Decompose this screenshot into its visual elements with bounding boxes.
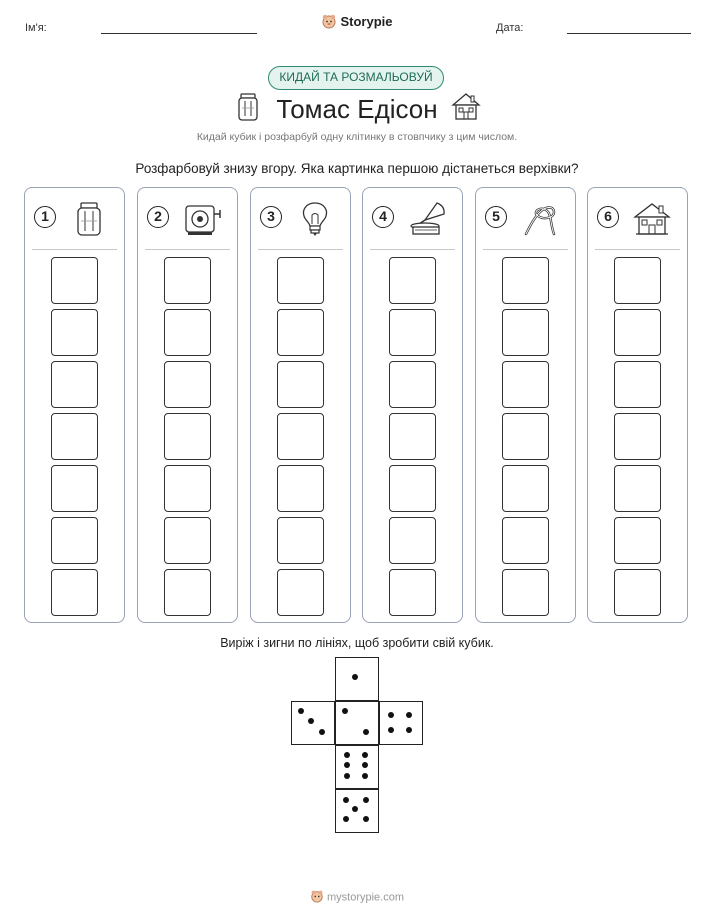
die-face-6[interactable] (335, 745, 379, 789)
pip (406, 727, 412, 733)
color-cell[interactable] (614, 569, 661, 616)
jar-battery-icon (69, 200, 109, 238)
pip (342, 708, 348, 714)
color-cell[interactable] (389, 361, 436, 408)
color-cell[interactable] (614, 517, 661, 564)
color-cell[interactable] (502, 517, 549, 564)
color-cell[interactable] (389, 413, 436, 460)
color-cell[interactable] (389, 257, 436, 304)
color-cell[interactable] (277, 517, 324, 564)
column-divider (145, 249, 230, 250)
pip (343, 797, 349, 803)
pip (406, 712, 412, 718)
color-cell[interactable] (277, 309, 324, 356)
color-cell[interactable] (51, 517, 98, 564)
date-label: Дата: (496, 22, 524, 34)
column-1 (24, 187, 125, 623)
color-cell[interactable] (164, 361, 211, 408)
name-line[interactable] (101, 33, 257, 34)
pip (363, 729, 369, 735)
color-cell[interactable] (389, 309, 436, 356)
color-cell[interactable] (389, 465, 436, 512)
column-5 (475, 187, 576, 623)
color-cell[interactable] (51, 465, 98, 512)
column-number: 4 (372, 206, 394, 228)
cut-instruction: Виріж і зигни по лініях, щоб зробити свій кубик. (220, 636, 494, 650)
color-cell[interactable] (614, 465, 661, 512)
color-cell[interactable] (502, 257, 549, 304)
color-cell[interactable] (51, 413, 98, 460)
die-face-2[interactable] (335, 701, 379, 745)
color-cell[interactable] (51, 257, 98, 304)
house-icon (632, 200, 672, 238)
activity-badge: КИДАЙ ТА РОЗМАЛЬОВУЙ (268, 66, 444, 90)
gramophone-icon (407, 200, 447, 238)
storypie-mascot-icon (310, 889, 324, 906)
color-cell[interactable] (614, 413, 661, 460)
pip (344, 762, 350, 768)
pip (343, 816, 349, 822)
column-3 (250, 187, 351, 623)
color-cell[interactable] (277, 465, 324, 512)
column-divider (258, 249, 343, 250)
pip (388, 712, 394, 718)
column-6 (587, 187, 688, 623)
die-face-5[interactable] (335, 789, 379, 833)
pip (298, 708, 304, 714)
brand-logo (0, 13, 714, 32)
pip (363, 797, 369, 803)
color-cell[interactable] (51, 309, 98, 356)
pip (388, 727, 394, 733)
color-cell[interactable] (277, 569, 324, 616)
color-cell[interactable] (277, 257, 324, 304)
pip (362, 773, 368, 779)
column-number: 3 (260, 206, 282, 228)
pip (363, 816, 369, 822)
column-number: 5 (485, 206, 507, 228)
color-cell[interactable] (502, 465, 549, 512)
date-line[interactable] (567, 33, 691, 34)
column-number: 1 (34, 206, 56, 228)
color-cell[interactable] (51, 569, 98, 616)
column-4 (362, 187, 463, 623)
die-face-4[interactable] (379, 701, 423, 745)
column-divider (32, 249, 117, 250)
die-face-1[interactable] (335, 657, 379, 701)
phonograph-cylinder-icon (182, 200, 222, 238)
die-face-3[interactable] (291, 701, 335, 745)
color-cell[interactable] (277, 361, 324, 408)
pip (344, 752, 350, 758)
pip (308, 718, 314, 724)
storypie-mascot-icon (321, 13, 337, 32)
pip (362, 752, 368, 758)
color-cell[interactable] (502, 309, 549, 356)
pip (362, 762, 368, 768)
column-divider (483, 249, 568, 250)
coloring-instruction: Розфарбовуй знизу вгору. Яка картинка першою дістанеться верхівки? (135, 161, 579, 176)
color-cell[interactable] (164, 309, 211, 356)
color-cell[interactable] (164, 257, 211, 304)
color-cell[interactable] (164, 569, 211, 616)
pip (352, 674, 358, 680)
color-cell[interactable] (502, 569, 549, 616)
page-subtitle: Кидай кубик і розфарбуй одну клітинку в стовпчику з цим числом. (196, 131, 518, 143)
color-cell[interactable] (502, 413, 549, 460)
column-number: 2 (147, 206, 169, 228)
color-cell[interactable] (164, 413, 211, 460)
color-cell[interactable] (389, 569, 436, 616)
color-cell[interactable] (277, 413, 324, 460)
filament-icon (520, 200, 560, 238)
color-cell[interactable] (51, 361, 98, 408)
light-bulb-icon (295, 200, 335, 238)
color-cell[interactable] (614, 309, 661, 356)
color-cell[interactable] (614, 361, 661, 408)
column-number: 6 (597, 206, 619, 228)
brand-name: Storypie (340, 13, 393, 29)
column-divider (595, 249, 680, 250)
color-cell[interactable] (389, 517, 436, 564)
column-divider (370, 249, 455, 250)
footer (0, 889, 714, 906)
page-title: Томас Едісон (276, 94, 438, 124)
house-icon (450, 91, 482, 121)
color-cell[interactable] (164, 517, 211, 564)
footer-url[interactable]: mystorypie.com (326, 891, 405, 904)
name-label: Ім'я: (25, 22, 47, 34)
pip (319, 729, 325, 735)
column-2 (137, 187, 238, 623)
color-cell[interactable] (164, 465, 211, 512)
color-cell[interactable] (614, 257, 661, 304)
pip (344, 773, 350, 779)
color-cell[interactable] (502, 361, 549, 408)
pip (352, 806, 358, 812)
